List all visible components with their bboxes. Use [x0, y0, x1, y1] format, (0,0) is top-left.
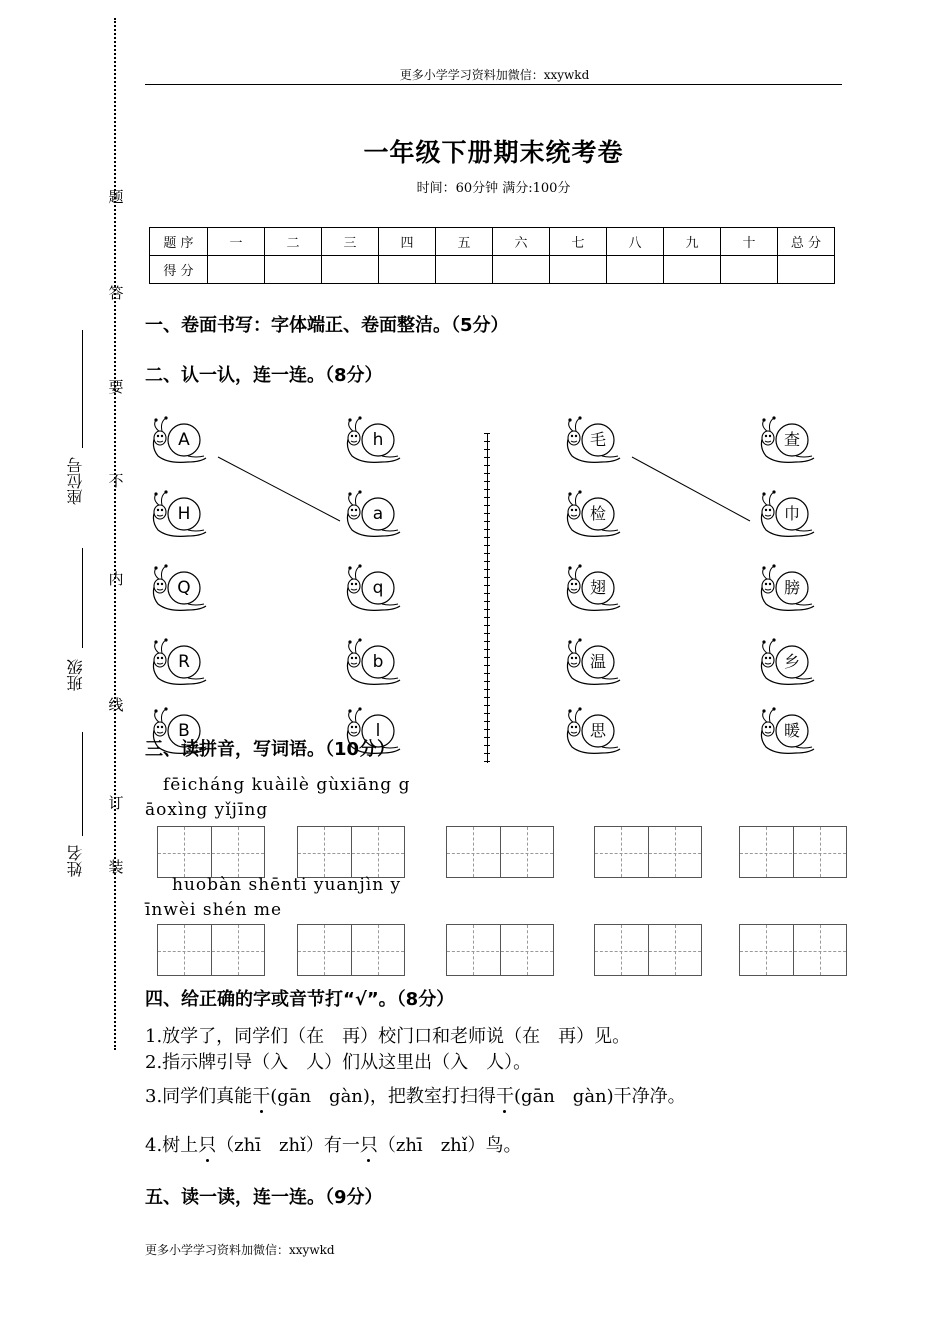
snail-card[interactable]	[148, 490, 208, 540]
q4-dotted-char: 只	[360, 1131, 378, 1157]
grid-guide	[238, 925, 239, 975]
writing-grid[interactable]	[297, 924, 405, 976]
grid-guide	[184, 827, 185, 877]
snail-label: h	[372, 430, 384, 450]
score-table-col: 六	[493, 228, 550, 256]
example-connector-line	[218, 457, 340, 521]
q4-dotted-char: 只	[198, 1131, 216, 1157]
snail-card[interactable]	[562, 707, 622, 757]
grid-guide	[158, 951, 264, 952]
snail-card[interactable]	[562, 416, 622, 466]
writing-grid[interactable]	[594, 924, 702, 976]
score-table-col: 七	[550, 228, 607, 256]
snail-label: l	[375, 721, 381, 741]
grid-divider	[211, 827, 212, 877]
binding-char: 不	[108, 472, 124, 490]
q4-part: （zhī zhǐ）有一	[216, 1135, 360, 1156]
grid-divider	[500, 925, 501, 975]
grid-guide	[766, 827, 767, 877]
grid-guide	[675, 925, 676, 975]
q4-part: （zhī zhǐ）鸟。	[377, 1135, 522, 1156]
snail-label: 检	[589, 504, 606, 523]
snail-card[interactable]	[756, 707, 816, 757]
pinyin-row-2b: īnwèi shén me	[145, 900, 283, 920]
q3-part: 3.同学们真能	[145, 1086, 253, 1107]
grid-guide	[766, 925, 767, 975]
page-footer: 更多小学学习资料加微信：xxywkd	[145, 1243, 335, 1257]
snail-label: 毛	[589, 430, 606, 449]
snail-label: B	[178, 721, 190, 741]
snail-label: q	[372, 578, 384, 598]
matching-divider	[484, 433, 490, 763]
score-table-col: 四	[379, 228, 436, 256]
snail-card[interactable]	[756, 416, 816, 466]
writing-grid[interactable]	[446, 924, 554, 976]
grid-divider	[648, 827, 649, 877]
writing-grid[interactable]	[157, 924, 265, 976]
snail-card[interactable]	[342, 416, 402, 466]
grid-guide	[473, 827, 474, 877]
binding-char: 题	[108, 188, 124, 206]
pinyin-row-1a: fēicháng kuàilè gùxiāng g	[163, 775, 411, 795]
q3-dotted-char: 干	[252, 1082, 270, 1108]
name-label: 姓名	[66, 845, 85, 877]
snail-label: 翅	[589, 578, 606, 597]
q4-part: 4.树上	[145, 1135, 199, 1156]
class-label: 班级	[66, 659, 85, 691]
grid-guide	[378, 925, 379, 975]
score-table-col: 三	[322, 228, 379, 256]
snail-label: 巾	[783, 504, 800, 523]
binding-char: 订	[108, 794, 124, 812]
grid-divider	[793, 827, 794, 877]
writing-grid[interactable]	[739, 924, 847, 976]
score-table-row-label: 得 分	[150, 256, 208, 284]
score-table-col: 九	[664, 228, 721, 256]
grid-guide	[378, 827, 379, 877]
example-connector-line	[632, 457, 750, 521]
snail-label: 思	[589, 721, 606, 740]
page-title: 一年级下册期末统考卷	[363, 138, 624, 167]
snail-label: 温	[589, 652, 606, 671]
binding-char: 内	[108, 570, 124, 588]
snail-label: 乡	[783, 652, 800, 671]
snail-card[interactable]	[562, 638, 622, 688]
question-4	[145, 1131, 522, 1157]
grid-guide	[595, 853, 701, 854]
score-table-col: 八	[607, 228, 664, 256]
section-1-heading: 一、卷面书写：字体端正、卷面整洁。（5分）	[145, 315, 509, 336]
grid-guide	[298, 853, 404, 854]
score-table-col: 总 分	[778, 228, 835, 256]
question-3	[145, 1082, 686, 1108]
writing-grid[interactable]	[446, 826, 554, 878]
grid-guide	[527, 827, 528, 877]
snail-label: Q	[177, 578, 191, 598]
grid-divider	[500, 827, 501, 877]
binding-char: 线	[108, 696, 124, 714]
writing-grid[interactable]	[297, 826, 405, 878]
writing-grid[interactable]	[594, 826, 702, 878]
section-2-heading: 二、认一认，连一连。（8分）	[145, 365, 383, 386]
score-table-col: 一	[208, 228, 265, 256]
grid-guide	[621, 827, 622, 877]
section-4-heading: 四、给正确的字或音节打“√”。（8分）	[145, 989, 455, 1010]
grid-guide	[740, 951, 846, 952]
grid-guide	[324, 925, 325, 975]
writing-grid[interactable]	[739, 826, 847, 878]
binding-char: 答	[108, 284, 124, 302]
grid-guide	[595, 951, 701, 952]
exam-info: 时间：60分钟 满分:100分	[416, 181, 571, 196]
snail-card[interactable]	[342, 638, 402, 688]
grid-guide	[298, 951, 404, 952]
grid-guide	[158, 853, 264, 854]
grid-guide	[184, 925, 185, 975]
binding-char: 装	[108, 858, 124, 876]
grid-guide	[473, 925, 474, 975]
grid-guide	[621, 925, 622, 975]
score-table-col: 五	[436, 228, 493, 256]
snail-label: b	[372, 652, 384, 672]
grid-divider	[211, 925, 212, 975]
snail-card[interactable]	[756, 638, 816, 688]
grid-guide	[447, 853, 553, 854]
score-table-col: 十	[721, 228, 778, 256]
score-table-col: 二	[265, 228, 322, 256]
question-1: 1.放学了，同学们（在 再）校门口和老师说（在 再）见。	[145, 1026, 631, 1047]
grid-divider	[351, 827, 352, 877]
snail-card[interactable]	[148, 416, 208, 466]
grid-guide	[527, 925, 528, 975]
snail-label: R	[178, 652, 190, 672]
grid-divider	[351, 925, 352, 975]
grid-guide	[238, 827, 239, 877]
snail-card[interactable]	[562, 564, 622, 614]
pinyin-row-1b: āoxìng yǐjīng	[145, 800, 269, 820]
section-5-heading: 五、读一读，连一连。（9分）	[145, 1187, 383, 1208]
grid-guide	[324, 827, 325, 877]
score-table-row-label: 题 序	[150, 228, 208, 256]
section-3-heading: 三、读拼音，写词语。（10分）	[145, 739, 396, 760]
seat-number-label: 座位号	[66, 457, 85, 505]
question-2: 2.指示牌引导（入 人）们从这里出（入 人）。	[145, 1052, 532, 1073]
snail-card[interactable]	[342, 490, 402, 540]
binding-char: 要	[108, 378, 124, 396]
snail-card[interactable]	[148, 638, 208, 688]
q3-part: (gān gàn)干净净。	[513, 1086, 686, 1107]
q3-part: (gān gàn)，把教室打扫得	[270, 1086, 496, 1107]
grid-divider	[648, 925, 649, 975]
writing-grid[interactable]	[157, 826, 265, 878]
snail-card[interactable]	[342, 564, 402, 614]
snail-card[interactable]	[756, 564, 816, 614]
snail-label: a	[372, 504, 384, 524]
snail-label: 查	[783, 430, 800, 449]
grid-guide	[675, 827, 676, 877]
grid-guide	[740, 853, 846, 854]
grid-guide	[820, 925, 821, 975]
grid-guide	[447, 951, 553, 952]
snail-label: 膀	[783, 578, 800, 597]
grid-guide	[820, 827, 821, 877]
snail-card[interactable]	[148, 564, 208, 614]
snail-label: H	[177, 504, 191, 524]
snail-card[interactable]	[562, 490, 622, 540]
q3-dotted-char: 干	[496, 1082, 514, 1108]
snail-label: 暖	[783, 721, 800, 740]
page-header: 更多小学学习资料加微信：xxywkd	[399, 68, 590, 82]
grid-divider	[793, 925, 794, 975]
snail-card[interactable]	[756, 490, 816, 540]
pinyin-row-2a: huobàn shēnti yuanjìn y	[172, 875, 402, 895]
snail-label: A	[178, 430, 190, 450]
